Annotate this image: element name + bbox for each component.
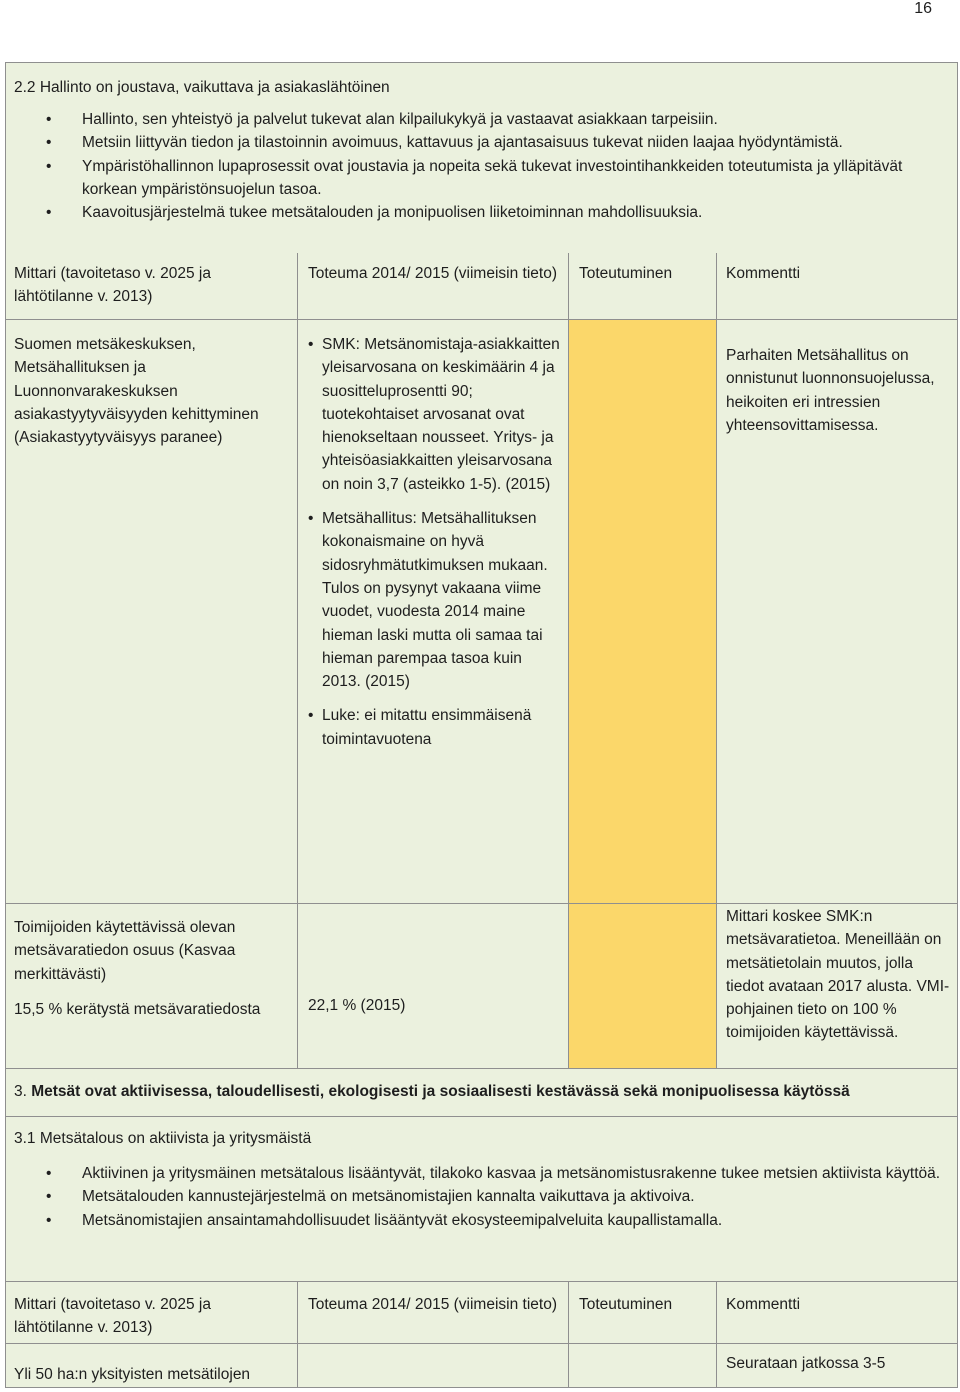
bullet-icon: • (308, 707, 314, 725)
bullet-icon: • (46, 1188, 52, 1206)
row2-baseline: 15,5 % kerätystä metsävaratiedosta (14, 1001, 261, 1018)
row2-kommentti: Mittari koskee SMK:n metsävaratietoa. Meneillään on metsätietolain muutos, jolla tiedot avataan 2017 alusta. VMI-pohjainen tieto on 100 % toimijoiden käytettävissä. (726, 908, 950, 1042)
bullet-icon: • (46, 134, 52, 152)
table-rule (6, 903, 958, 904)
bullet-icon: • (46, 204, 52, 222)
table-header-toteutuminen: Toteutuminen (579, 265, 673, 282)
table2-row1-mittari: Yli 50 ha:n yksityisten metsätilojen (14, 1366, 251, 1383)
table-rule (568, 253, 569, 1068)
table-header-kommentti: Kommentti (726, 1296, 801, 1313)
bullet-icon: • (46, 1165, 52, 1182)
table-rule (716, 1281, 717, 1388)
list-item: • Luke: ei mitattu ensimmäisenä toimintavuotena (308, 704, 564, 751)
bullet-icon: • (46, 111, 52, 128)
table-rule (297, 1281, 298, 1388)
table-rule (716, 253, 717, 1068)
table-header-mittari: Mittari (tavoitetaso v. 2025 ja lähtötilanne v. 2013) (14, 1296, 211, 1337)
table-header-toteutuminen: Toteutuminen (579, 1296, 673, 1313)
list-item: • Metsänomistajien ansaintamahdollisuudet lisääntyvät ekosysteemipalveluita kaupallistamalla. (6, 1209, 958, 1232)
table-rule (6, 1343, 958, 1344)
list-item: • Metsätalouden kannustejärjestelmä on metsänomistajien kannalta vaikuttava ja aktivoiva. (6, 1185, 958, 1208)
row2-mittari: Toimijoiden käytettävissä olevan metsävaratiedon osuus (Kasvaa merkittävästi) (14, 919, 236, 983)
bullet-icon: • (46, 1211, 52, 1229)
table-header-kommentti: Kommentti (726, 265, 801, 282)
list-item: • Metsähallitus: Metsähallituksen kokonaismaine on hyvä sidosryhmätutkimuksen mukaan. Tulos on pysynyt vakaana viime vuodet, vuodesta 2014 maine hieman laski mutta oli samaa tai hieman parempaa tasoa kuin 2013. (2015) (308, 507, 564, 693)
table-header-mittari: Mittari (tavoitetaso v. 2025 ja lähtötilanne v. 2013) (14, 265, 211, 306)
list-item: • Aktiivinen ja yritysmäinen metsätalous lisääntyvät, tilakoko kasvaa ja metsänomistusrakenne tukee metsien aktiivista käyttöä. (6, 1162, 958, 1185)
table-rule (6, 319, 958, 320)
table-rule (568, 1281, 569, 1388)
table-header-toteuma: Toteuma 2014/ 2015 (viimeisin tieto) (308, 1296, 557, 1313)
table-header-toteuma: Toteuma 2014/ 2015 (viimeisin tieto) (308, 265, 557, 282)
section-rule (6, 1116, 958, 1117)
list-item: • Ympäristöhallinnon lupaprosessit ovat joustavia ja nopeita sekä tukevat investointihankkeiden toteutumista ja ylläpitävät korkean ympäristönsuojelun tasoa. (6, 155, 958, 202)
row1-kommentti: Parhaiten Metsähallitus on onnistunut luonnonsuojelussa, heikoiten eri intressien yhteensovittamisessa. (726, 347, 935, 434)
page-number: 16 (914, 0, 932, 17)
table-rule (6, 1281, 958, 1282)
content-box (5, 62, 958, 1388)
status-cell-yellow (568, 903, 716, 1068)
bullet-icon: • (308, 336, 314, 353)
list-item: • Metsiin liittyvän tiedon ja tilastoinnin avoimuus, kattavuus ja ajantasaisuus tukevat niiden laajaa hyödyntämistä. (6, 131, 958, 154)
row1-mittari: Suomen metsäkeskuksen, Metsähallituksen ja Luonnonvarakeskuksen asiakastyytyväisyyden kehittyminen (Asiakastyytyväisyys paranee) (14, 336, 259, 447)
table-rule (6, 1068, 958, 1069)
list-item: • SMK: Metsänomistaja-asiakkaitten yleisarvosana on keskimäärin 4 ja suositteluprosentti 90; tuotekohtaiset arvosanat ovat hienokseltaan nousseet. Yritys- ja yhteisöasiakkaitten yleisarvosana on noin 3,7 (asteikko 1-5). (2015) (308, 333, 564, 496)
main-heading: 3. Metsät ovat aktiivisessa, taloudellisesti, ekologisesti ja sosiaalisesti kestävässä sekä monipuolisessa käytössä (14, 1083, 850, 1100)
bullet-icon: • (46, 157, 52, 175)
list-item: • Hallinto, sen yhteistyö ja palvelut tukevat alan kilpailukykyä ja vastaavat asiakkaan tarpeisiin. (6, 108, 958, 131)
section-heading: 3.1 Metsätalous on aktiivista ja yritysmäistä (14, 1130, 312, 1147)
table2-row1-kommentti: Seurataan jatkossa 3-5 (726, 1355, 886, 1372)
row1-toteuma (308, 333, 564, 751)
list-item: • Kaavoitusjärjestelmä tukee metsätalouden ja monipuolisen liiketoiminnan mahdollisuuksia. (6, 201, 958, 224)
table-rule (297, 253, 298, 1068)
row2-toteuma: 22,1 % (2015) (308, 997, 406, 1014)
bullet-icon: • (308, 510, 314, 528)
section-heading: 2.2 Hallinto on joustava, vaikuttava ja asiakaslähtöinen (14, 79, 390, 96)
goal-list (6, 108, 958, 224)
goal-list (6, 1162, 958, 1232)
